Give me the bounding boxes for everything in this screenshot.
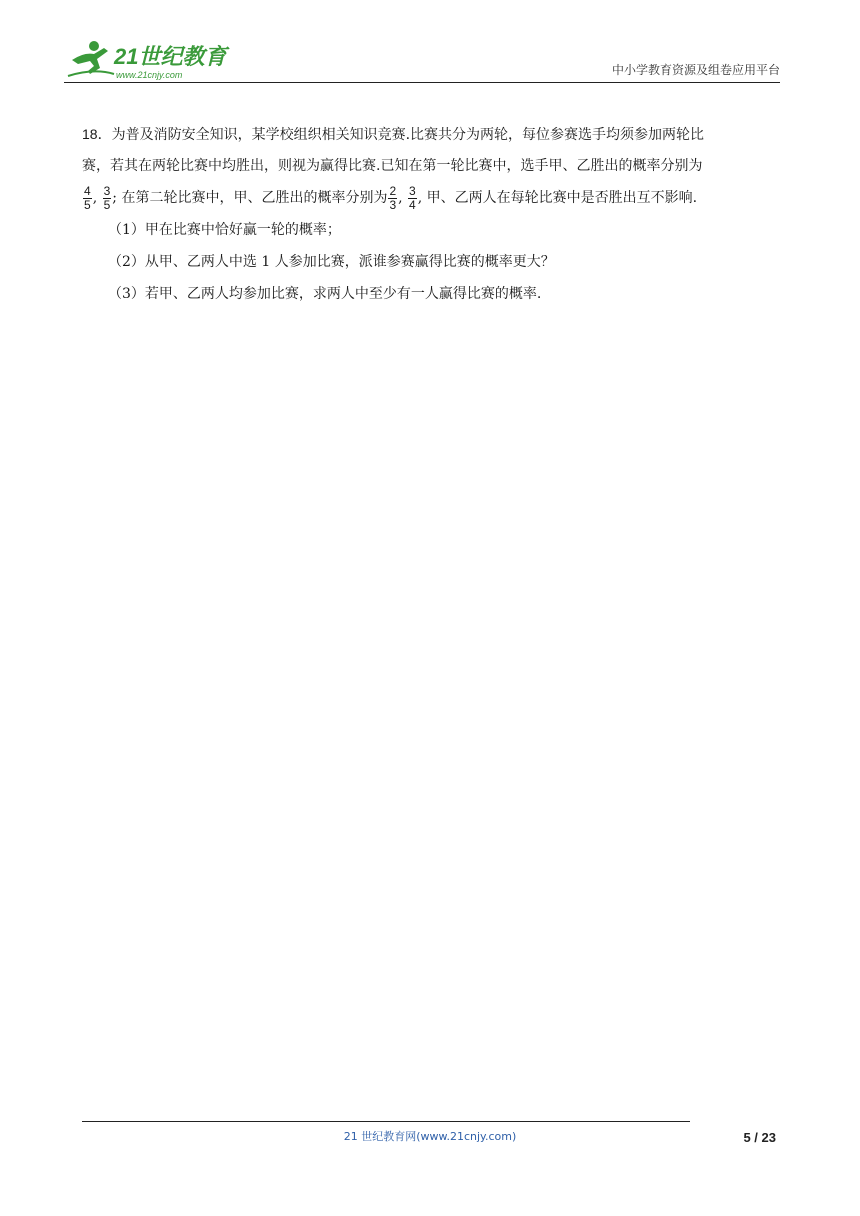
- fraction-4-5: $\frac{4}{5}$: [84, 183, 91, 212]
- page-header: [64, 36, 780, 83]
- footer-divider: [82, 1121, 690, 1122]
- stem-text-3-end: , 甲、乙两人在每轮比赛中是否胜出互不影响.: [417, 190, 698, 206]
- fraction-3-5: $\frac{3}{5}$: [103, 183, 111, 212]
- stem-text-1: 为普及消防安全知识，某学校组织相关知识竞赛.比赛共分为两轮，每位参赛选手均须参加两轮比: [111, 127, 705, 143]
- footer-site-link[interactable]: 21 世纪教育网(www.21cnjy.com): [343, 1130, 517, 1143]
- page-number: 5 / 23: [743, 1130, 776, 1145]
- sub-question-1: （1）甲在比赛中恰好赢一轮的概率；: [108, 222, 341, 238]
- question-stem-line-2: 赛，若其在两轮比赛中均胜出，则视为赢得比赛.已知在第一轮比赛中，选手甲、乙胜出的概率分别为: [82, 158, 703, 174]
- fraction-3-4: $\frac{3}{4}$: [409, 183, 416, 212]
- platform-name: 中小学教育资源及组卷应用平台: [611, 63, 780, 77]
- sub-question-2: （2）从甲、乙两人中选 1 人参加比赛，派谁参赛赢得比赛的概率更大？: [108, 254, 555, 270]
- stem-text-3: ; 在第二轮比赛中，甲、乙胜出的概率分别为: [112, 190, 388, 206]
- question-stem-line-1: [82, 118, 782, 150]
- logo: [64, 38, 244, 82]
- sub-question-3: （3）若甲、乙两人均参加比赛，求两人中至少有一人赢得比赛的概率.: [108, 286, 542, 302]
- question-stem-line-3: $\frac{4}{5}$ , $\frac{3}{5}$ ; 在第二轮比赛中，甲、乙胜出的概率分别为 $\frac{2}{3}$ , $\frac{3}{4}$ , 甲、乙两人在每轮比赛中是否胜出互不影响.: [84, 183, 698, 212]
- svg-text:21世纪教育: 21世纪教育: [114, 44, 227, 69]
- question-block: [82, 118, 782, 310]
- question-number: 18．: [82, 126, 112, 142]
- runner-logo-icon: [64, 38, 244, 82]
- fraction-2-3: $\frac{2}{3}$: [389, 183, 397, 212]
- svg-text:www.21cnjy.com: www.21cnjy.com: [116, 70, 183, 80]
